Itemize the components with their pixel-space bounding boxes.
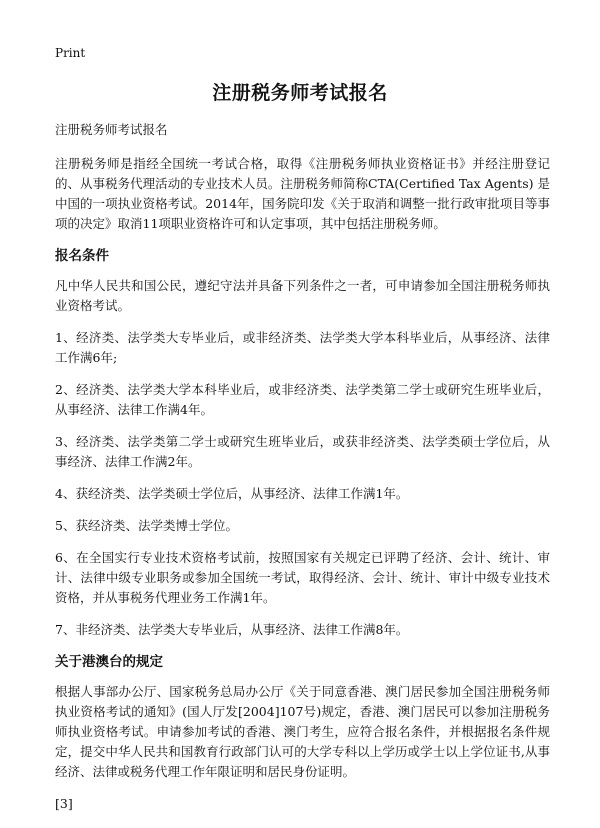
conditions-lead: 凡中华人民共和国公民，遵纪守法并具备下列条件之一者，可申请参加全国注册税务师执业资格考试。: [55, 278, 550, 313]
hkmt-heading: 关于港澳台的规定: [55, 654, 163, 670]
condition-item-4: 4、获经济类、法学类硕士学位后，从事经济、法律工作满1年。: [55, 486, 409, 501]
article-subtitle: 注册税务师考试报名: [55, 122, 168, 137]
condition-item-5: 5、获经济类、法学类博士学位。: [55, 518, 238, 533]
condition-item-1: 1、经济类、法学类大专毕业后，或非经济类、法学类大学本科毕业后，从事经济、法律工作满6年;: [55, 330, 550, 365]
reference-marker[interactable]: [3]: [55, 796, 73, 811]
intro-paragraph: 注册税务师是指经全国统一考试合格，取得《注册税务师执业资格证书》并经注册登记的、从事税务代理活动的专业技术人员。注册税务师简称CTA(Certified Tax Agents) 是中国的一项执业资格考试。2014年，国务院印发《关于取消和调整一批行政审批项目等事项的决定》取消11项职业资格许可和认定事项，其中包括注册税务师。: [55, 156, 550, 231]
conditions-heading: 报名条件: [55, 248, 109, 264]
print-link[interactable]: Print: [55, 46, 86, 60]
condition-item-7: 7、非经济类、法学类大专毕业后，从事经济、法律工作满8年。: [55, 622, 409, 637]
condition-item-3: 3、经济类、法学类第二学士或研究生班毕业后，或获非经济类、法学类硕士学位后，从事经济、法律工作满2年。: [55, 434, 550, 469]
article-content: [55, 120, 550, 826]
condition-item-2: 2、经济类、法学类大学本科毕业后，或非经济类、法学类第二学士或研究生班毕业后，从事经济、法律工作满4年。: [55, 382, 550, 417]
condition-item-6: 6、在全国实行专业技术资格考试前，按照国家有关规定已评聘了经济、会计、统计、审计、法律中级专业职务或参加全国统一考试，取得经济、会计、统计、审计中级专业技术资格，并从事税务代理业务工作满1年。: [55, 550, 550, 605]
page-title: 注册税务师考试报名: [212, 82, 388, 104]
hkmt-paragraph: 根据人事部办公厅、国家税务总局办公厅《关于同意香港、澳门居民参加全国注册税务师执业资格考试的通知》(国人厅发[2004]107号)规定，香港、澳门居民可以参加注册税务师执业资格考试。申请参加考试的香港、澳门考生，应符合报名条件，并根据报名条件规定，提交中华人民共和国教育行政部门认可的大学专科以上学历或学士以上学位证书,从事经济、法律或税务代理工作年限证明和居民身份证明。: [55, 684, 550, 779]
